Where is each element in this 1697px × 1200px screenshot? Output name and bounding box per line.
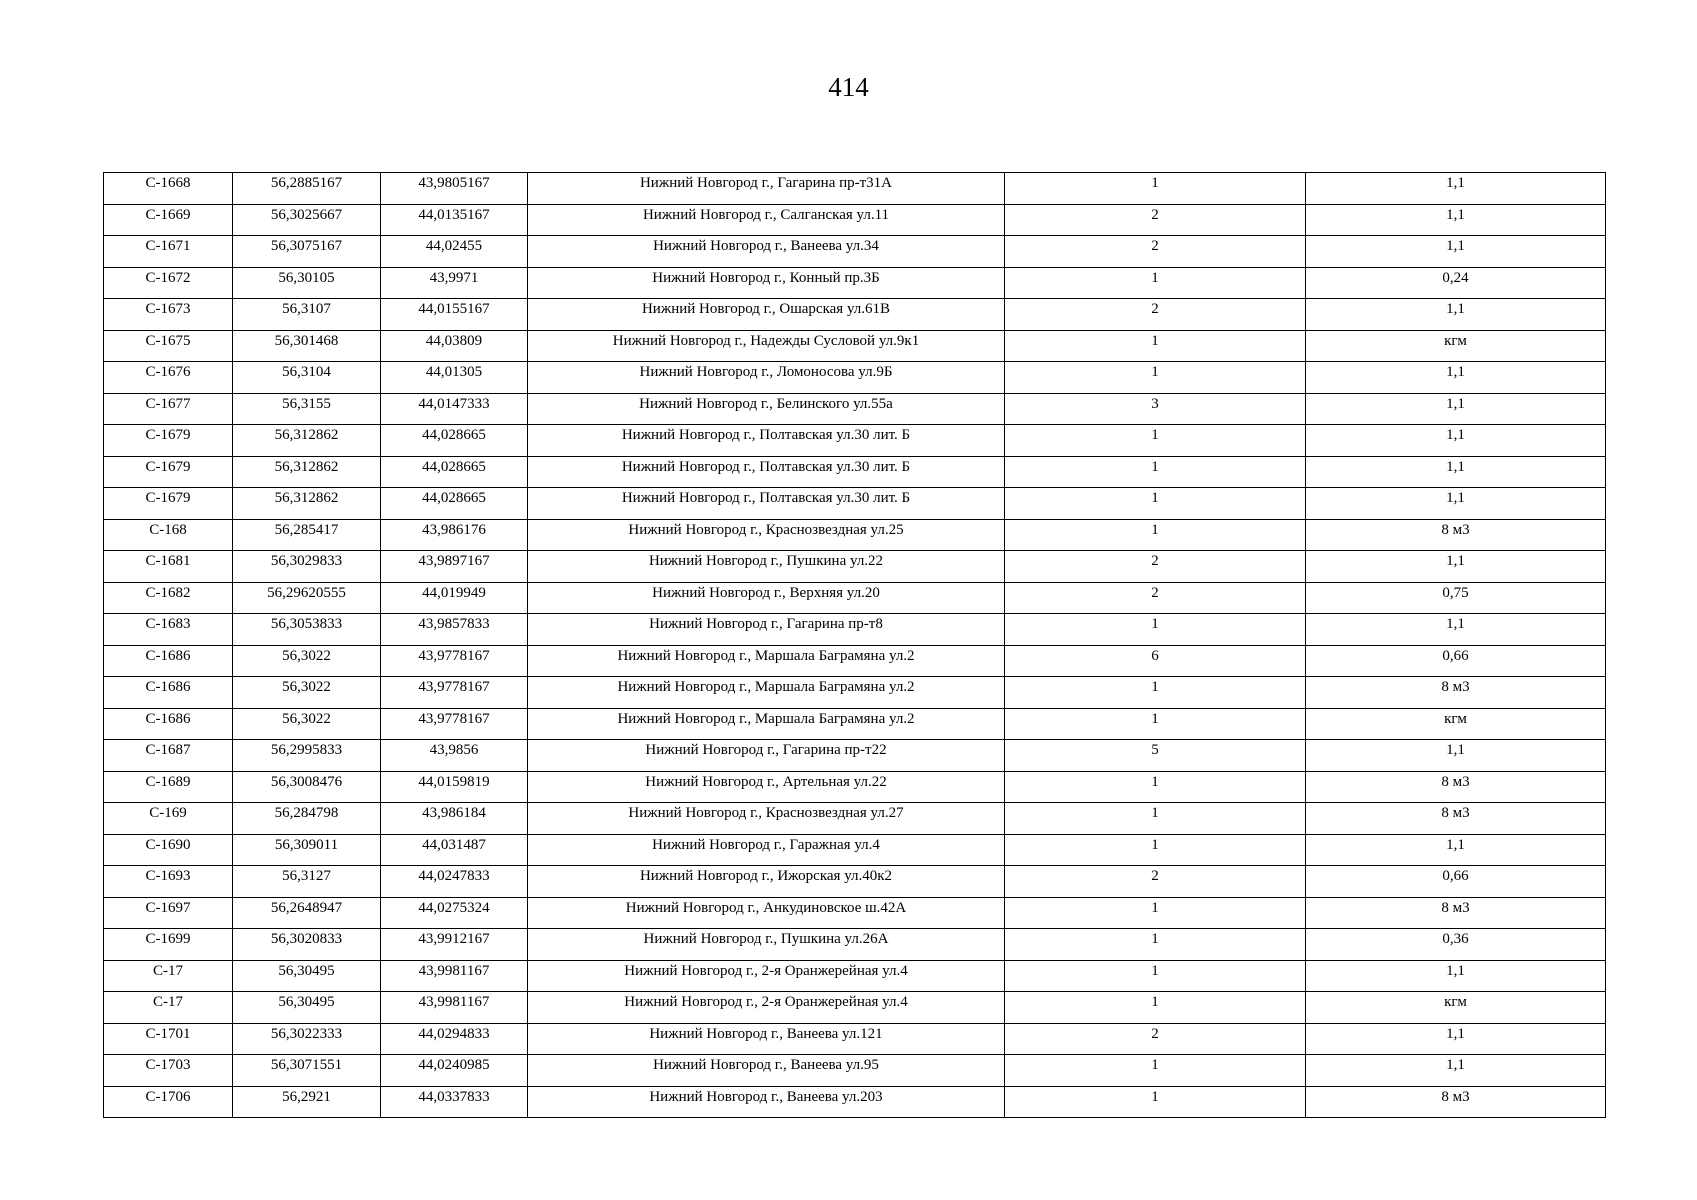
address-cell: Нижний Новгород г., Маршала Баграмяна ул.2 bbox=[528, 645, 1005, 677]
site-id-cell: С-1679 bbox=[104, 425, 233, 457]
longitude-cell: 44,0155167 bbox=[381, 299, 528, 331]
site-id-cell: С-1699 bbox=[104, 929, 233, 961]
container-count-cell: 1 bbox=[1005, 267, 1306, 299]
table-row bbox=[104, 204, 1606, 236]
address-cell: Нижний Новгород г., Гагарина пр-т31А bbox=[528, 173, 1005, 205]
container-count-cell: 1 bbox=[1005, 708, 1306, 740]
container-volume-cell: 0,75 bbox=[1306, 582, 1606, 614]
container-volume-cell: 1,1 bbox=[1306, 740, 1606, 772]
container-count-cell: 1 bbox=[1005, 834, 1306, 866]
site-id-cell: С-1672 bbox=[104, 267, 233, 299]
container-volume-cell: 1,1 bbox=[1306, 488, 1606, 520]
address-cell: Нижний Новгород г., Ванеева ул.95 bbox=[528, 1055, 1005, 1087]
address-cell: Нижний Новгород г., Ванеева ул.34 bbox=[528, 236, 1005, 268]
address-cell: Нижний Новгород г., Конный пр.3Б bbox=[528, 267, 1005, 299]
container-volume-cell: 1,1 bbox=[1306, 551, 1606, 583]
address-cell: Нижний Новгород г., Гаражная ул.4 bbox=[528, 834, 1005, 866]
container-count-cell: 1 bbox=[1005, 677, 1306, 709]
site-id-cell: С-1703 bbox=[104, 1055, 233, 1087]
address-cell: Нижний Новгород г., Ижорская ул.40к2 bbox=[528, 866, 1005, 898]
container-volume-cell: 1,1 bbox=[1306, 204, 1606, 236]
longitude-cell: 43,986184 bbox=[381, 803, 528, 835]
longitude-cell: 44,0337833 bbox=[381, 1086, 528, 1118]
container-count-cell: 1 bbox=[1005, 519, 1306, 551]
longitude-cell: 43,9897167 bbox=[381, 551, 528, 583]
latitude-cell: 56,2648947 bbox=[233, 897, 381, 929]
site-id-cell: С-1669 bbox=[104, 204, 233, 236]
address-cell: Нижний Новгород г., Пушкина ул.22 bbox=[528, 551, 1005, 583]
container-volume-cell: 8 м3 bbox=[1306, 897, 1606, 929]
latitude-cell: 56,3155 bbox=[233, 393, 381, 425]
latitude-cell: 56,3075167 bbox=[233, 236, 381, 268]
container-volume-cell: 1,1 bbox=[1306, 299, 1606, 331]
latitude-cell: 56,3022 bbox=[233, 645, 381, 677]
address-cell: Нижний Новгород г., Полтавская ул.30 лит. Б bbox=[528, 425, 1005, 457]
site-id-cell: С-1681 bbox=[104, 551, 233, 583]
latitude-cell: 56,3022 bbox=[233, 677, 381, 709]
longitude-cell: 44,0240985 bbox=[381, 1055, 528, 1087]
latitude-cell: 56,284798 bbox=[233, 803, 381, 835]
container-volume-cell: 0,36 bbox=[1306, 929, 1606, 961]
longitude-cell: 44,028665 bbox=[381, 488, 528, 520]
site-id-cell: С-1686 bbox=[104, 677, 233, 709]
table-row bbox=[104, 803, 1606, 835]
address-cell: Нижний Новгород г., Ванеева ул.121 bbox=[528, 1023, 1005, 1055]
container-count-cell: 1 bbox=[1005, 1055, 1306, 1087]
site-id-cell: С-1686 bbox=[104, 645, 233, 677]
site-id-cell: С-1675 bbox=[104, 330, 233, 362]
container-volume-cell: кгм bbox=[1306, 708, 1606, 740]
latitude-cell: 56,30495 bbox=[233, 992, 381, 1024]
site-id-cell: С-1706 bbox=[104, 1086, 233, 1118]
site-id-cell: С-1683 bbox=[104, 614, 233, 646]
table-row bbox=[104, 393, 1606, 425]
longitude-cell: 43,986176 bbox=[381, 519, 528, 551]
container-volume-cell: кгм bbox=[1306, 330, 1606, 362]
latitude-cell: 56,2921 bbox=[233, 1086, 381, 1118]
container-count-cell: 2 bbox=[1005, 1023, 1306, 1055]
longitude-cell: 43,9856 bbox=[381, 740, 528, 772]
address-cell: Нижний Новгород г., Гагарина пр-т22 bbox=[528, 740, 1005, 772]
site-id-cell: С-1690 bbox=[104, 834, 233, 866]
container-volume-cell: 1,1 bbox=[1306, 236, 1606, 268]
longitude-cell: 44,019949 bbox=[381, 582, 528, 614]
table-row bbox=[104, 551, 1606, 583]
site-id-cell: С-1671 bbox=[104, 236, 233, 268]
address-cell: Нижний Новгород г., Ломоносова ул.9Б bbox=[528, 362, 1005, 394]
latitude-cell: 56,3104 bbox=[233, 362, 381, 394]
table-row bbox=[104, 645, 1606, 677]
latitude-cell: 56,285417 bbox=[233, 519, 381, 551]
longitude-cell: 43,9805167 bbox=[381, 173, 528, 205]
site-id-cell: С-1693 bbox=[104, 866, 233, 898]
site-id-cell: С-1697 bbox=[104, 897, 233, 929]
container-count-cell: 1 bbox=[1005, 771, 1306, 803]
table-row bbox=[104, 614, 1606, 646]
latitude-cell: 56,29620555 bbox=[233, 582, 381, 614]
site-id-cell: С-1676 bbox=[104, 362, 233, 394]
address-cell: Нижний Новгород г., 2-я Оранжерейная ул.4 bbox=[528, 960, 1005, 992]
page-number: 414 bbox=[828, 72, 869, 102]
longitude-cell: 44,0159819 bbox=[381, 771, 528, 803]
container-volume-cell: 1,1 bbox=[1306, 1023, 1606, 1055]
longitude-cell: 44,0294833 bbox=[381, 1023, 528, 1055]
longitude-cell: 44,01305 bbox=[381, 362, 528, 394]
longitude-cell: 44,028665 bbox=[381, 425, 528, 457]
table-row bbox=[104, 425, 1606, 457]
container-volume-cell: 1,1 bbox=[1306, 614, 1606, 646]
container-volume-cell: 1,1 bbox=[1306, 425, 1606, 457]
site-id-cell: С-1682 bbox=[104, 582, 233, 614]
container-count-cell: 2 bbox=[1005, 551, 1306, 583]
container-count-cell: 1 bbox=[1005, 456, 1306, 488]
longitude-cell: 44,0247833 bbox=[381, 866, 528, 898]
site-id-cell: С-1679 bbox=[104, 488, 233, 520]
site-id-cell: С-1701 bbox=[104, 1023, 233, 1055]
address-cell: Нижний Новгород г., 2-я Оранжерейная ул.4 bbox=[528, 992, 1005, 1024]
table-row bbox=[104, 740, 1606, 772]
table-row bbox=[104, 1055, 1606, 1087]
table-row bbox=[104, 488, 1606, 520]
latitude-cell: 56,2995833 bbox=[233, 740, 381, 772]
site-id-cell: С-168 bbox=[104, 519, 233, 551]
site-id-cell: С-1679 bbox=[104, 456, 233, 488]
latitude-cell: 56,3029833 bbox=[233, 551, 381, 583]
latitude-cell: 56,312862 bbox=[233, 456, 381, 488]
container-volume-cell: 1,1 bbox=[1306, 393, 1606, 425]
site-id-cell: С-17 bbox=[104, 992, 233, 1024]
container-count-cell: 1 bbox=[1005, 173, 1306, 205]
latitude-cell: 56,312862 bbox=[233, 488, 381, 520]
container-sites-table bbox=[103, 172, 1606, 1118]
container-count-cell: 2 bbox=[1005, 582, 1306, 614]
container-volume-cell: 1,1 bbox=[1306, 456, 1606, 488]
container-count-cell: 1 bbox=[1005, 897, 1306, 929]
site-id-cell: С-1689 bbox=[104, 771, 233, 803]
table-row bbox=[104, 582, 1606, 614]
longitude-cell: 44,0135167 bbox=[381, 204, 528, 236]
latitude-cell: 56,3053833 bbox=[233, 614, 381, 646]
longitude-cell: 43,9912167 bbox=[381, 929, 528, 961]
address-cell: Нижний Новгород г., Пушкина ул.26А bbox=[528, 929, 1005, 961]
address-cell: Нижний Новгород г., Салганская ул.11 bbox=[528, 204, 1005, 236]
container-count-cell: 2 bbox=[1005, 236, 1306, 268]
longitude-cell: 43,9971 bbox=[381, 267, 528, 299]
container-count-cell: 1 bbox=[1005, 1086, 1306, 1118]
container-volume-cell: 8 м3 bbox=[1306, 771, 1606, 803]
site-id-cell: С-1686 bbox=[104, 708, 233, 740]
table-row bbox=[104, 960, 1606, 992]
table-row bbox=[104, 771, 1606, 803]
container-volume-cell: 1,1 bbox=[1306, 362, 1606, 394]
container-count-cell: 1 bbox=[1005, 362, 1306, 394]
latitude-cell: 56,312862 bbox=[233, 425, 381, 457]
table-row bbox=[104, 330, 1606, 362]
address-cell: Нижний Новгород г., Полтавская ул.30 лит. Б bbox=[528, 488, 1005, 520]
container-volume-cell: 0,24 bbox=[1306, 267, 1606, 299]
address-cell: Нижний Новгород г., Ванеева ул.203 bbox=[528, 1086, 1005, 1118]
table-row bbox=[104, 519, 1606, 551]
site-id-cell: С-1668 bbox=[104, 173, 233, 205]
container-volume-cell: 1,1 bbox=[1306, 1055, 1606, 1087]
longitude-cell: 43,9981167 bbox=[381, 960, 528, 992]
latitude-cell: 56,3022 bbox=[233, 708, 381, 740]
latitude-cell: 56,301468 bbox=[233, 330, 381, 362]
table-body bbox=[104, 173, 1606, 1118]
table-row bbox=[104, 834, 1606, 866]
latitude-cell: 56,3025667 bbox=[233, 204, 381, 236]
table-row bbox=[104, 362, 1606, 394]
longitude-cell: 44,03809 bbox=[381, 330, 528, 362]
table-row bbox=[104, 173, 1606, 205]
address-cell: Нижний Новгород г., Гагарина пр-т8 bbox=[528, 614, 1005, 646]
table-row bbox=[104, 929, 1606, 961]
container-count-cell: 1 bbox=[1005, 425, 1306, 457]
container-volume-cell: 0,66 bbox=[1306, 645, 1606, 677]
container-volume-cell: 0,66 bbox=[1306, 866, 1606, 898]
container-count-cell: 1 bbox=[1005, 330, 1306, 362]
container-count-cell: 2 bbox=[1005, 204, 1306, 236]
latitude-cell: 56,2885167 bbox=[233, 173, 381, 205]
site-id-cell: С-1687 bbox=[104, 740, 233, 772]
container-count-cell: 6 bbox=[1005, 645, 1306, 677]
container-count-cell: 1 bbox=[1005, 488, 1306, 520]
table-row bbox=[104, 1086, 1606, 1118]
longitude-cell: 43,9778167 bbox=[381, 677, 528, 709]
latitude-cell: 56,3071551 bbox=[233, 1055, 381, 1087]
address-cell: Нижний Новгород г., Анкудиновское ш.42А bbox=[528, 897, 1005, 929]
table-row bbox=[104, 1023, 1606, 1055]
container-volume-cell: 1,1 bbox=[1306, 960, 1606, 992]
table-row bbox=[104, 708, 1606, 740]
longitude-cell: 44,0275324 bbox=[381, 897, 528, 929]
address-cell: Нижний Новгород г., Артельная ул.22 bbox=[528, 771, 1005, 803]
container-volume-cell: 1,1 bbox=[1306, 834, 1606, 866]
table-row bbox=[104, 992, 1606, 1024]
container-volume-cell: 8 м3 bbox=[1306, 803, 1606, 835]
longitude-cell: 44,031487 bbox=[381, 834, 528, 866]
container-volume-cell: 8 м3 bbox=[1306, 1086, 1606, 1118]
latitude-cell: 56,309011 bbox=[233, 834, 381, 866]
container-volume-cell: 8 м3 bbox=[1306, 677, 1606, 709]
address-cell: Нижний Новгород г., Краснозвездная ул.27 bbox=[528, 803, 1005, 835]
container-count-cell: 2 bbox=[1005, 866, 1306, 898]
container-count-cell: 1 bbox=[1005, 929, 1306, 961]
table-row bbox=[104, 866, 1606, 898]
address-cell: Нижний Новгород г., Маршала Баграмяна ул.2 bbox=[528, 708, 1005, 740]
table-row bbox=[104, 236, 1606, 268]
latitude-cell: 56,30495 bbox=[233, 960, 381, 992]
site-id-cell: С-1677 bbox=[104, 393, 233, 425]
longitude-cell: 43,9857833 bbox=[381, 614, 528, 646]
address-cell: Нижний Новгород г., Маршала Баграмяна ул.2 bbox=[528, 677, 1005, 709]
table-row bbox=[104, 897, 1606, 929]
longitude-cell: 44,02455 bbox=[381, 236, 528, 268]
address-cell: Нижний Новгород г., Надежды Сусловой ул.9к1 bbox=[528, 330, 1005, 362]
longitude-cell: 44,0147333 bbox=[381, 393, 528, 425]
address-cell: Нижний Новгород г., Белинского ул.55а bbox=[528, 393, 1005, 425]
address-cell: Нижний Новгород г., Верхняя ул.20 bbox=[528, 582, 1005, 614]
container-count-cell: 1 bbox=[1005, 614, 1306, 646]
container-volume-cell: 8 м3 bbox=[1306, 519, 1606, 551]
latitude-cell: 56,3107 bbox=[233, 299, 381, 331]
longitude-cell: 44,028665 bbox=[381, 456, 528, 488]
container-volume-cell: 1,1 bbox=[1306, 173, 1606, 205]
latitude-cell: 56,3127 bbox=[233, 866, 381, 898]
container-volume-cell: кгм bbox=[1306, 992, 1606, 1024]
address-cell: Нижний Новгород г., Краснозвездная ул.25 bbox=[528, 519, 1005, 551]
address-cell: Нижний Новгород г., Ошарская ул.61В bbox=[528, 299, 1005, 331]
container-count-cell: 1 bbox=[1005, 960, 1306, 992]
latitude-cell: 56,3008476 bbox=[233, 771, 381, 803]
table-row bbox=[104, 677, 1606, 709]
container-count-cell: 2 bbox=[1005, 299, 1306, 331]
longitude-cell: 43,9778167 bbox=[381, 645, 528, 677]
table-row bbox=[104, 299, 1606, 331]
site-id-cell: С-169 bbox=[104, 803, 233, 835]
container-count-cell: 5 bbox=[1005, 740, 1306, 772]
latitude-cell: 56,3020833 bbox=[233, 929, 381, 961]
table-row bbox=[104, 456, 1606, 488]
container-count-cell: 1 bbox=[1005, 803, 1306, 835]
latitude-cell: 56,30105 bbox=[233, 267, 381, 299]
longitude-cell: 43,9778167 bbox=[381, 708, 528, 740]
longitude-cell: 43,9981167 bbox=[381, 992, 528, 1024]
container-count-cell: 1 bbox=[1005, 992, 1306, 1024]
latitude-cell: 56,3022333 bbox=[233, 1023, 381, 1055]
site-id-cell: С-1673 bbox=[104, 299, 233, 331]
container-count-cell: 3 bbox=[1005, 393, 1306, 425]
address-cell: Нижний Новгород г., Полтавская ул.30 лит. Б bbox=[528, 456, 1005, 488]
table-row bbox=[104, 267, 1606, 299]
site-id-cell: С-17 bbox=[104, 960, 233, 992]
